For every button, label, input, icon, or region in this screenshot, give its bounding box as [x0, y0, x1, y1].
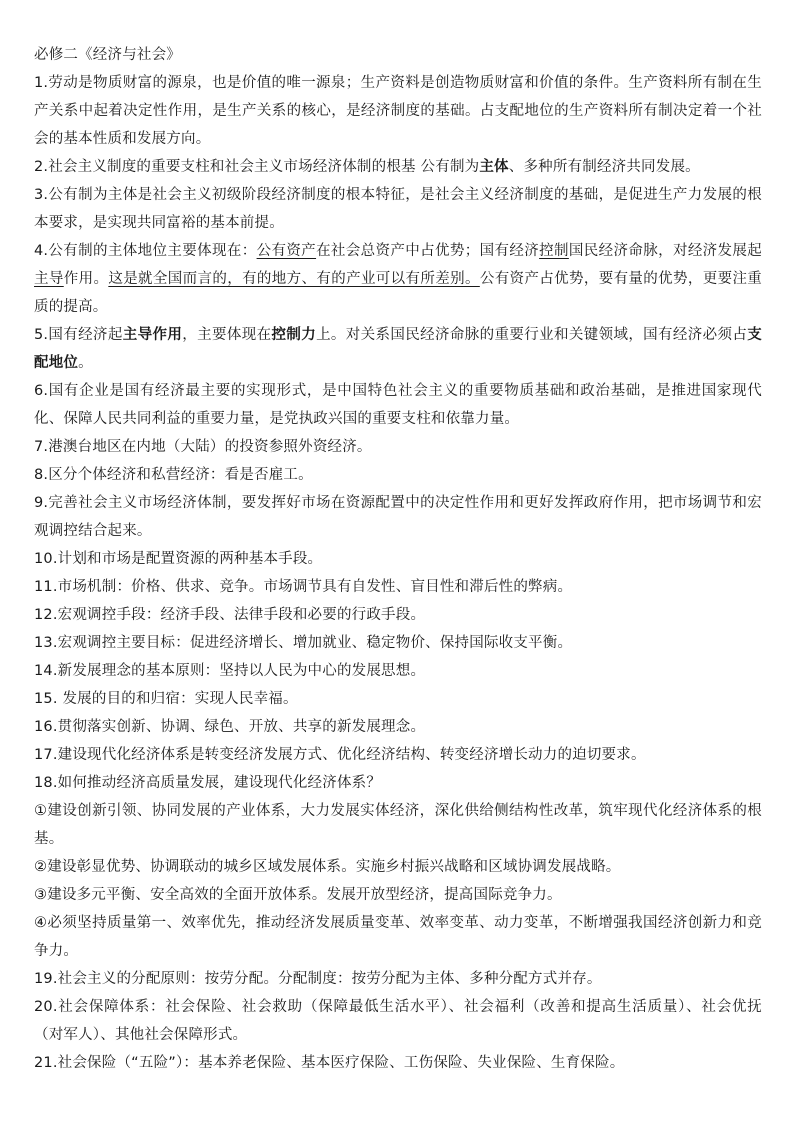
- list-item-20: 20.社会保障体系：社会保险、社会救助（保障最低生活水平）、社会福利（改善和提高生活质量）、社会优抚（对军人）、其他社会保障形式。: [34, 999, 762, 1043]
- sub-item-4: ④必须坚持质量第一、效率优先，推动经济发展质量变革、效率变革、动力变革，不断增强我国经济创新力和竞争力。: [34, 915, 762, 959]
- list-item-16: 16.贯彻落实创新、协调、绿色、开放、共享的新发展理念。: [34, 719, 426, 735]
- list-item-15: 15. 发展的目的和归宿：实现人民幸福。: [34, 691, 298, 707]
- list-item-10: 10.计划和市场是配置资源的两种基本手段。: [34, 551, 323, 567]
- underlined-text: 公有资产: [256, 243, 317, 259]
- list-item-21: 21.社会保险（“五险”）：基本养老保险、基本医疗保险、工伤保险、失业保险、生育保险。: [34, 1055, 625, 1071]
- list-item-5: 5.国有经济起主导作用，主要体现在控制力上。对关系国民经济命脉的重要行业和关键领域，国有经济必须占支配地位。: [34, 327, 762, 371]
- list-item-17: 17.建设现代化经济体系是转变经济发展方式、优化经济结构、转变经济增长动力的迫切要求。: [34, 747, 646, 763]
- bold-text: 支配地位: [34, 327, 762, 371]
- list-item-3: 3.公有制为主体是社会主义初级阶段经济制度的根本特征，是社会主义经济制度的基础，是促进生产力发展的根本要求，是实现共同富裕的基本前提。: [34, 187, 762, 231]
- list-item-13: 13.宏观调控主要目标：促进经济增长、增加就业、稳定物价、保持国际收支平衡。: [34, 635, 573, 651]
- bold-text: 主导作用: [122, 327, 183, 343]
- list-item-8: 8.区分个体经济和私营经济：看是否雇工。: [34, 467, 313, 483]
- document-page: [34, 41, 762, 1077]
- list-item-6: 6.国有企业是国有经济最主要的实现形式，是中国特色社会主义的重要物质基础和政治基础，是推进国家现代化、保障人民共同利益的重要力量，是党执政兴国的重要支柱和依靠力量。: [34, 383, 762, 427]
- underlined-text: 主导: [34, 271, 64, 287]
- list-item-14: 14.新发展理念的基本原则：坚持以人民为中心的发展思想。: [34, 663, 426, 679]
- list-item-7: 7.港澳台地区在内地（大陆）的投资参照外资经济。: [34, 439, 372, 455]
- bold-text: 控制力: [271, 327, 317, 343]
- list-item-11: 11.市场机制：价格、供求、竞争。市场调节具有自发性、盲目性和滞后性的弊病。: [34, 579, 573, 595]
- underlined-text: 控制: [539, 243, 569, 259]
- list-item-4: 4.公有制的主体地位主要体现在：公有资产在社会总资产中占优势；国有经济控制国民经济命脉，对经济发展起主导作用。这是就全国而言的，有的地方、有的产业可以有所差别。公有资产占优势，要有量的优势，更要注重质的提高。: [34, 243, 763, 315]
- sub-item-1: ①建设创新引领、协同发展的产业体系，大力发展实体经济，深化供给侧结构性改革，筑牢现代化经济体系的根基。: [34, 803, 762, 847]
- sub-item-2: ②建设彰显优势、协调联动的城乡区域发展体系。实施乡村振兴战略和区域协调发展战略。: [34, 859, 621, 875]
- list-item-9: 9.完善社会主义市场经济体制，要发挥好市场在资源配置中的决定性作用和更好发挥政府作用，把市场调节和宏观调控结合起来。: [34, 495, 762, 539]
- list-item-18: 18.如何推动经济高质量发展，建设现代化经济体系？: [34, 775, 382, 791]
- sub-item-3: ③建设多元平衡、安全高效的全面开放体系。发展开放型经济，提高国际竞争力。: [34, 887, 562, 903]
- list-item-2: 2.社会主义制度的重要支柱和社会主义市场经济体制的根基 公有制为主体、多种所有制经济共同发展。: [34, 159, 700, 175]
- underlined-text: 这是就全国而言的，有的地方、有的产业可以有所差别。: [108, 271, 480, 287]
- document-title: 必修二《经济与社会》: [34, 47, 181, 63]
- list-item-12: 12.宏观调控手段：经济手段、法律手段和必要的行政手段。: [34, 607, 426, 623]
- list-item-1: 1.劳动是物质财富的源泉，也是价值的唯一源泉；生产资料是创造物质财富和价值的条件。生产资料所有制在生产关系中起着决定性作用，是生产关系的核心，是经济制度的基础。占支配地位的生产资料所有制决定着一个社会的基本性质和发展方向。: [34, 75, 762, 147]
- bold-text: 主体: [479, 159, 509, 175]
- list-item-19: 19.社会主义的分配原则：按劳分配。分配制度：按劳分配为主体、多种分配方式并存。: [34, 971, 602, 987]
